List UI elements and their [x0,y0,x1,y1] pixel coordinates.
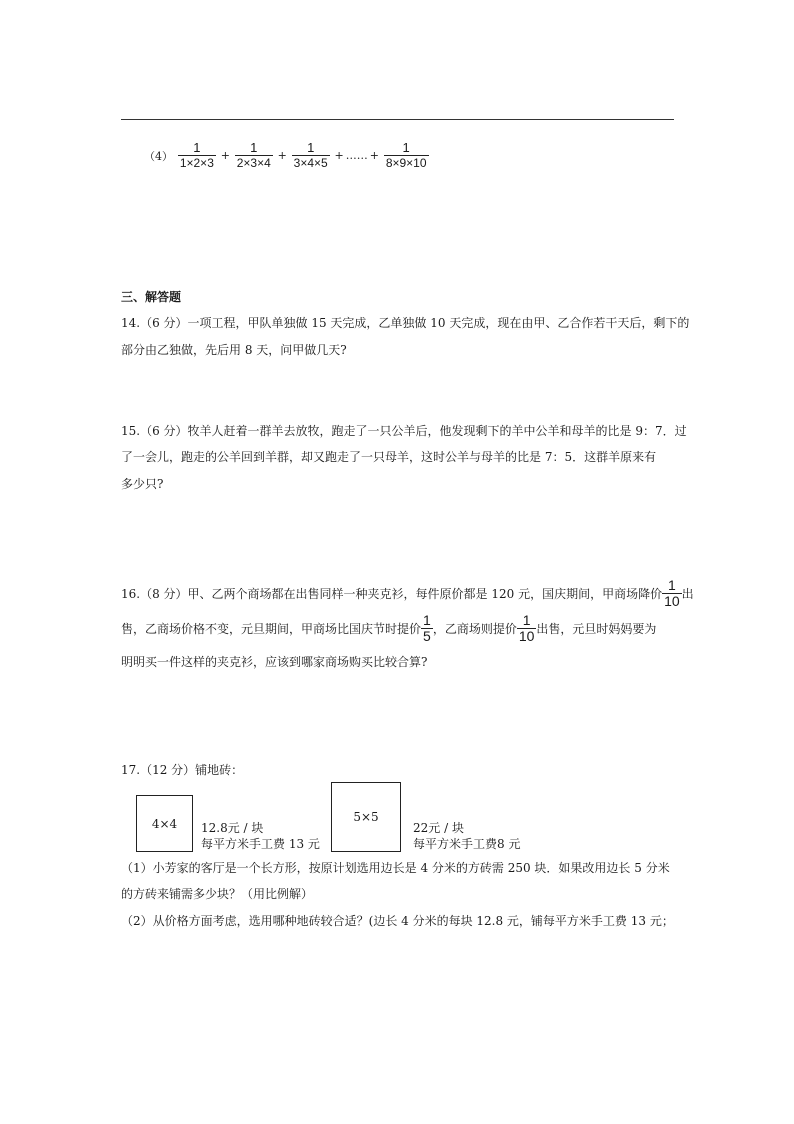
q16-line2 [121,613,656,644]
q16-line1 [121,578,694,609]
q14-line1: 14.（6 分）一项工程，甲队单独做 15 天完成，乙单独做 10 天完成，现在由甲、乙合作若干天后，剩下的 [121,316,690,330]
q17-title: 17.（12 分）铺地砖： [121,763,244,777]
q15-line2: 了一会儿，跑走的公羊回到羊群，却又跑走了一只母羊，这时公羊与母羊的比是 7：5．这群羊原来有 [121,450,657,464]
plus-sign: + [277,149,287,162]
tile-4x4-label: 4×4 [151,816,178,831]
q16-line2-text: 售，乙商场价格不变，元旦期间，甲商场比国庆节时提价 [121,622,422,636]
q13-part4 [143,141,429,170]
q16-line1-text: 16.（8 分）甲、乙两个商场都在出售同样一种夹克衫，每件原价都是 120 元，国庆期间，甲商场降价 [121,587,663,601]
plus-sign: + [220,149,230,162]
fraction-one-tenth: $\frac{1}{10}$ [664,577,680,609]
q17-part1-line2: 的方砖来铺需多少块？（用比例解） [121,887,314,901]
tile1-labor: 每平方米手工费 13 元 [201,837,320,851]
plus-sign: + [369,149,379,162]
fraction-one-tenth: $\frac{1}{10}$ [518,612,535,644]
tile2-price: 22元 / 块 [413,821,464,835]
q17-part1-line1: （1）小芳家的客厅是一个长方形，按原计划选用边长是 4 分米的方砖需 250 块．如果改用边长 5 分米 [121,861,670,875]
q13-part4-label: （4） [144,149,173,163]
fraction-term-2: $\frac{1}{2\times 3\times 4}$ [236,140,271,170]
q16-line2-tail: 出售，元旦时妈妈要为 [536,622,657,636]
fraction-term-1: $\frac{1}{1\times 2\times 3}$ [179,140,214,170]
fraction-term-4: $\frac{1}{8\times 9\times 10}$ [385,140,427,170]
tile-4x4 [136,795,193,852]
q14-line2: 部分由乙独做，先后用 8 天，问甲做几天? [121,343,347,357]
q17-part2-line1: （2）从价格方面考虑，选用哪种地砖较合适？(边长 4 分米的每块 12.8 元，铺每平方米手工费 13 元； [121,914,674,928]
ellipsis: …… [345,149,368,162]
tile1-price: 12.8元 / 块 [201,821,264,835]
q16-line2-mid: ，乙商场则提价 [432,622,517,636]
tile-5x5-label: 5×5 [353,810,379,824]
fraction-term-3: $\frac{1}{3\times 4\times 5}$ [293,140,328,170]
q15-line1: 15.（6 分）牧羊人赶着一群羊去放牧，跑走了一只公羊后，他发现剩下的羊中公羊和母羊的比是 9：7．过 [121,424,687,438]
q16-line3: 明明买一件这样的夹克衫，应该到哪家商场购买比较合算? [121,655,428,669]
q16-line1-tail: 出 [681,587,694,601]
plus-sign: + [334,149,344,162]
section-title: 三、解答题 [121,290,182,304]
fraction-one-fifth: $\frac{1}{5}$ [423,612,431,644]
tile-5x5 [331,782,401,852]
tile2-labor: 每平方米手工费8 元 [413,837,521,851]
header-rule [121,119,674,120]
q15-line3: 多少只? [121,477,164,491]
